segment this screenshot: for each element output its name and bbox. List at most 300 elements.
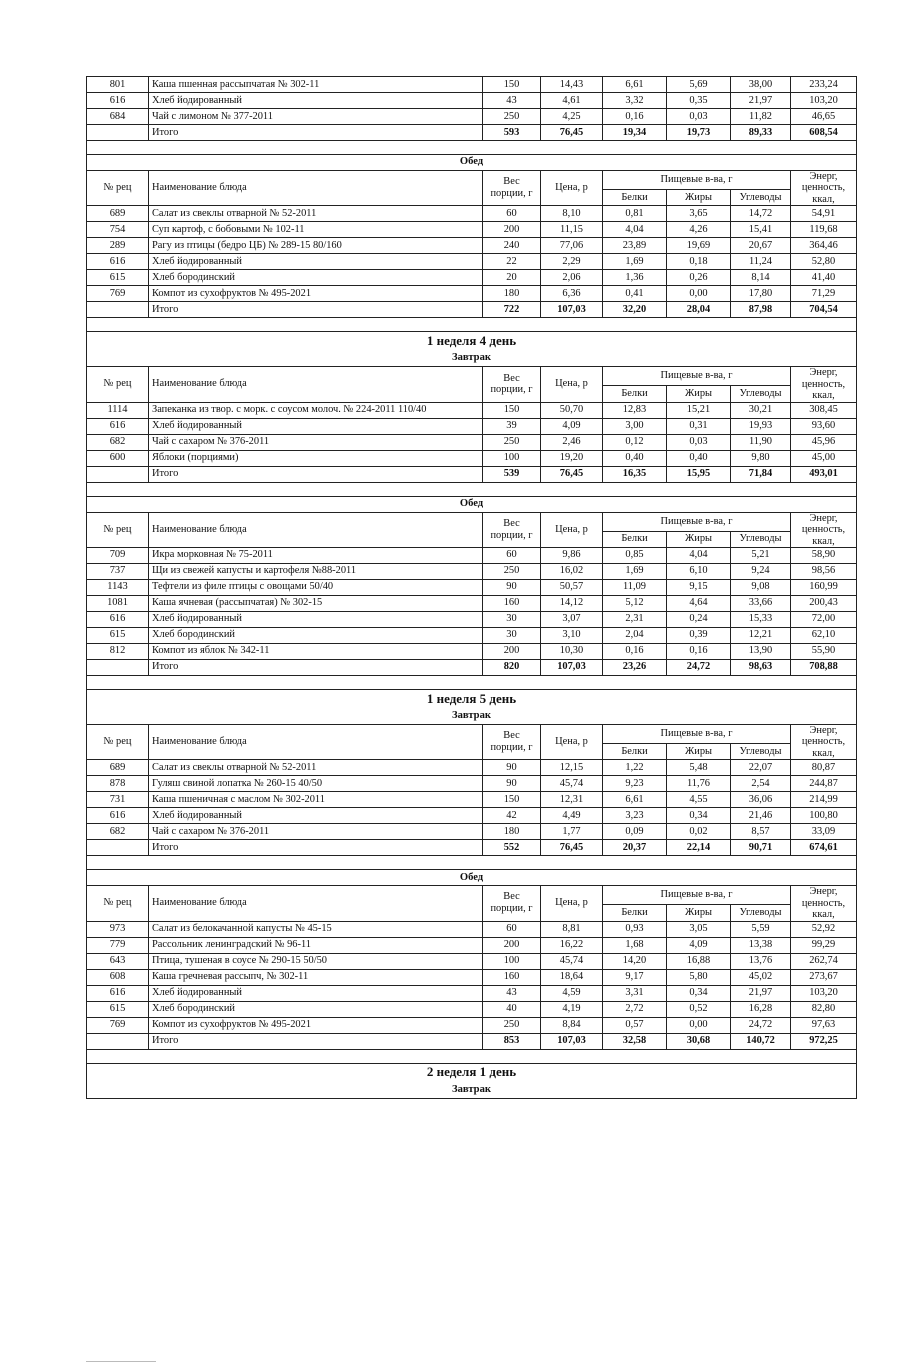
dish-row [87,595,857,611]
dish-name: Салат из свеклы отварной № 52-2011 [149,760,483,776]
dish-name: Тефтели из филе птицы с овощами 50/40 [149,579,483,595]
spacer-cell [87,856,857,870]
dish-price: 12,31 [541,792,603,808]
dish-proteins: 0,93 [603,921,667,937]
dish-row [87,418,857,434]
dish-fats: 0,18 [667,254,731,270]
dish-carbs: 8,14 [731,270,791,286]
dish-price: 4,09 [541,418,603,434]
dish-carbs: 30,21 [731,402,791,418]
table-header-row [87,512,857,531]
total-fats: 19,73 [667,125,731,141]
week-day-title: 1 неделя 5 день [87,689,857,708]
total-fats: 24,72 [667,659,731,675]
header-weight [483,171,541,206]
dish-rec-number: 689 [87,760,149,776]
dish-energy: 98,56 [791,563,857,579]
header-energy-line1: Энерг, [809,512,838,524]
header-price: Цена, р [541,512,603,547]
total-carbs: 71,84 [731,466,791,482]
dish-rec-number: 737 [87,563,149,579]
total-label: Итого [149,302,483,318]
dish-name: Хлеб бородинский [149,627,483,643]
dish-name: Каша ячневая (рассыпчатая) № 302-15 [149,595,483,611]
dish-price: 45,74 [541,953,603,969]
dish-energy: 46,65 [791,109,857,125]
dish-weight: 100 [483,953,541,969]
total-row [87,302,857,318]
dish-row [87,643,857,659]
dish-fats: 4,64 [667,595,731,611]
table-header-row [87,171,857,190]
total-rec-empty [87,659,149,675]
dish-weight: 90 [483,579,541,595]
dish-name: Хлеб йодированный [149,611,483,627]
header-weight-line2: порции, г [490,384,533,396]
total-weight: 593 [483,125,541,141]
dish-rec-number: 684 [87,109,149,125]
dish-weight: 160 [483,969,541,985]
dish-name: Компот из яблок № 342-11 [149,643,483,659]
dish-energy: 214,99 [791,792,857,808]
dish-energy: 93,60 [791,418,857,434]
header-weight-line2: порции, г [490,188,533,200]
header-fats: Жиры [667,190,731,206]
meal-title: Завтрак [87,1082,857,1098]
total-carbs: 87,98 [731,302,791,318]
dish-price: 4,59 [541,985,603,1001]
menu-table [86,76,857,1099]
spacer-row [87,856,857,870]
dish-proteins: 1,22 [603,760,667,776]
header-fats: Жиры [667,744,731,760]
dish-price: 50,57 [541,579,603,595]
dish-row [87,937,857,953]
dish-carbs: 36,06 [731,792,791,808]
total-price: 76,45 [541,466,603,482]
dish-row [87,921,857,937]
table-header-row [87,724,857,743]
dish-name: Птица, тушеная в соусе № 290-15 50/50 [149,953,483,969]
dish-energy: 45,96 [791,434,857,450]
dish-price: 6,36 [541,286,603,302]
dish-name: Хлеб йодированный [149,93,483,109]
dish-carbs: 13,38 [731,937,791,953]
header-carbs: Углеводы [731,386,791,402]
dish-weight: 40 [483,1001,541,1017]
dish-weight: 180 [483,286,541,302]
total-carbs: 90,71 [731,840,791,856]
dish-row [87,579,857,595]
dish-row [87,627,857,643]
dish-fats: 16,88 [667,953,731,969]
dish-row [87,450,857,466]
total-label: Итого [149,1033,483,1049]
dish-row [87,1017,857,1033]
dish-price: 12,15 [541,760,603,776]
dish-name: Суп картоф, с бобовыми № 102-11 [149,222,483,238]
dish-energy: 52,80 [791,254,857,270]
dish-name: Щи из свежей капусты и картофеля №88-2011 [149,563,483,579]
dish-proteins: 0,81 [603,206,667,222]
header-rec-number: № рец [87,171,149,206]
dish-energy: 62,10 [791,627,857,643]
dish-fats: 15,21 [667,402,731,418]
dish-name: Компот из сухофруктов № 495-2021 [149,1017,483,1033]
dish-name: Каша пшенная рассыпчатая № 302-11 [149,77,483,93]
dish-price: 11,15 [541,222,603,238]
total-proteins: 32,20 [603,302,667,318]
header-nutrients: Пищевые в-ва, г [603,512,791,531]
dish-fats: 11,76 [667,776,731,792]
dish-energy: 364,46 [791,238,857,254]
dish-name: Чай с сахаром № 376-2011 [149,824,483,840]
dish-fats: 0,26 [667,270,731,286]
dish-weight: 250 [483,434,541,450]
dish-fats: 5,69 [667,77,731,93]
header-energy [791,367,857,402]
dish-fats: 3,05 [667,921,731,937]
dish-carbs: 38,00 [731,77,791,93]
dish-name: Запеканка из твор. с морк. с соусом молоч. № 224-2011 110/40 [149,402,483,418]
dish-carbs: 14,72 [731,206,791,222]
dish-fats: 0,52 [667,1001,731,1017]
meal-title: Обед [87,870,857,886]
dish-row [87,77,857,93]
dish-carbs: 19,93 [731,418,791,434]
dish-fats: 4,55 [667,792,731,808]
total-weight: 820 [483,659,541,675]
total-fats: 30,68 [667,1033,731,1049]
dish-carbs: 12,21 [731,627,791,643]
week-day-row [87,1063,857,1082]
dish-energy: 45,00 [791,450,857,466]
dish-row [87,402,857,418]
dish-energy: 82,80 [791,1001,857,1017]
dish-price: 3,07 [541,611,603,627]
dish-weight: 90 [483,776,541,792]
dish-energy: 200,43 [791,595,857,611]
dish-price: 16,02 [541,563,603,579]
header-energy-line1: Энерг, [809,724,838,736]
dish-energy: 273,67 [791,969,857,985]
dish-fats: 0,03 [667,109,731,125]
dish-carbs: 9,80 [731,450,791,466]
dish-weight: 150 [483,77,541,93]
total-price: 76,45 [541,125,603,141]
dish-energy: 244,87 [791,776,857,792]
dish-fats: 0,40 [667,450,731,466]
dish-rec-number: 973 [87,921,149,937]
dish-energy: 54,91 [791,206,857,222]
table-header-row [87,886,857,905]
total-label: Итого [149,466,483,482]
table-header-row [87,367,857,386]
header-energy [791,171,857,206]
dish-fats: 0,39 [667,627,731,643]
total-row [87,659,857,675]
total-rec-empty [87,840,149,856]
dish-energy: 103,20 [791,93,857,109]
dish-carbs: 16,28 [731,1001,791,1017]
dish-row [87,953,857,969]
dish-fats: 0,35 [667,93,731,109]
dish-row [87,563,857,579]
meal-title: Завтрак [87,351,857,367]
header-energy-line3: ккал, [812,909,835,921]
dish-proteins: 1,68 [603,937,667,953]
dish-weight: 30 [483,611,541,627]
dish-fats: 0,03 [667,434,731,450]
dish-name: Хлеб бородинский [149,270,483,286]
dish-energy: 119,68 [791,222,857,238]
dish-price: 16,22 [541,937,603,953]
dish-name: Чай с сахаром № 376-2011 [149,434,483,450]
header-dish-name: Наименование блюда [149,886,483,921]
header-proteins: Белки [603,744,667,760]
dish-rec-number: 616 [87,254,149,270]
dish-row [87,1001,857,1017]
header-energy-line2: ценность, [801,897,846,909]
dish-energy: 233,24 [791,77,857,93]
dish-price: 50,70 [541,402,603,418]
header-rec-number: № рец [87,512,149,547]
dish-price: 45,74 [541,776,603,792]
dish-price: 1,77 [541,824,603,840]
spacer-cell [87,141,857,155]
header-nutrients: Пищевые в-ва, г [603,724,791,743]
spacer-cell [87,675,857,689]
header-dish-name: Наименование блюда [149,171,483,206]
dish-price: 8,84 [541,1017,603,1033]
dish-fats: 5,80 [667,969,731,985]
total-weight: 552 [483,840,541,856]
dish-proteins: 3,00 [603,418,667,434]
dish-price: 8,10 [541,206,603,222]
header-energy-line3: ккал, [812,193,835,205]
dish-rec-number: 689 [87,206,149,222]
dish-fats: 0,00 [667,1017,731,1033]
dish-fats: 4,04 [667,547,731,563]
total-proteins: 19,34 [603,125,667,141]
dish-name: Хлеб бородинский [149,1001,483,1017]
dish-proteins: 3,31 [603,985,667,1001]
total-carbs: 89,33 [731,125,791,141]
dish-name: Хлеб йодированный [149,254,483,270]
header-energy-line3: ккал, [812,535,835,547]
dish-proteins: 11,09 [603,579,667,595]
dish-row [87,808,857,824]
dish-fats: 0,02 [667,824,731,840]
header-price: Цена, р [541,886,603,921]
total-proteins: 32,58 [603,1033,667,1049]
total-label: Итого [149,659,483,675]
total-proteins: 16,35 [603,466,667,482]
dish-rec-number: 801 [87,77,149,93]
dish-carbs: 11,82 [731,109,791,125]
header-fats: Жиры [667,905,731,921]
dish-energy: 97,63 [791,1017,857,1033]
dish-carbs: 24,72 [731,1017,791,1033]
dish-price: 19,20 [541,450,603,466]
dish-energy: 160,99 [791,579,857,595]
total-price: 107,03 [541,1033,603,1049]
dish-row [87,969,857,985]
dish-proteins: 6,61 [603,792,667,808]
dish-weight: 60 [483,547,541,563]
dish-proteins: 2,72 [603,1001,667,1017]
dish-rec-number: 812 [87,643,149,659]
dish-carbs: 9,08 [731,579,791,595]
spacer-cell [87,318,857,332]
total-energy: 972,25 [791,1033,857,1049]
header-dish-name: Наименование блюда [149,367,483,402]
header-carbs: Углеводы [731,190,791,206]
dish-energy: 72,00 [791,611,857,627]
header-nutrients: Пищевые в-ва, г [603,171,791,190]
total-energy: 608,54 [791,125,857,141]
dish-weight: 250 [483,563,541,579]
dish-energy: 33,09 [791,824,857,840]
spacer-row [87,318,857,332]
header-price: Цена, р [541,724,603,759]
dish-price: 9,86 [541,547,603,563]
dish-name: Компот из сухофруктов № 495-2021 [149,286,483,302]
dish-name: Каша гречневая рассыпч, № 302-11 [149,969,483,985]
dish-fats: 9,15 [667,579,731,595]
dish-weight: 60 [483,921,541,937]
dish-carbs: 13,90 [731,643,791,659]
dish-proteins: 0,40 [603,450,667,466]
dish-row [87,254,857,270]
header-dish-name: Наименование блюда [149,724,483,759]
dish-proteins: 0,16 [603,643,667,659]
header-nutrients: Пищевые в-ва, г [603,886,791,905]
dish-carbs: 9,24 [731,563,791,579]
dish-weight: 90 [483,760,541,776]
dish-weight: 42 [483,808,541,824]
total-row [87,1033,857,1049]
meal-section-row [87,351,857,367]
dish-energy: 262,74 [791,953,857,969]
dish-proteins: 9,17 [603,969,667,985]
header-weight-line2: порции, г [490,742,533,754]
dish-price: 18,64 [541,969,603,985]
header-energy-line2: ценность, [801,736,846,748]
dish-weight: 200 [483,937,541,953]
dish-energy: 55,90 [791,643,857,659]
header-weight [483,512,541,547]
total-proteins: 20,37 [603,840,667,856]
total-carbs: 98,63 [731,659,791,675]
dish-name: Гуляш свиной лопатка № 260-15 40/50 [149,776,483,792]
dish-rec-number: 682 [87,824,149,840]
dish-row [87,547,857,563]
spacer-cell [87,1049,857,1063]
dish-price: 3,10 [541,627,603,643]
dish-fats: 4,09 [667,937,731,953]
dish-row [87,270,857,286]
header-price: Цена, р [541,171,603,206]
meal-section-row [87,708,857,724]
header-weight-line1: Вес [503,891,520,903]
dish-energy: 99,29 [791,937,857,953]
header-energy [791,886,857,921]
header-energy-line1: Энерг, [809,886,838,898]
dish-row [87,238,857,254]
dish-carbs: 17,80 [731,286,791,302]
dish-rec-number: 779 [87,937,149,953]
header-energy-line2: ценность, [801,524,846,536]
dish-carbs: 15,41 [731,222,791,238]
dish-energy: 103,20 [791,985,857,1001]
dish-rec-number: 608 [87,969,149,985]
week-day-title: 2 неделя 1 день [87,1063,857,1082]
header-energy-line1: Энерг, [809,367,838,379]
dish-proteins: 4,04 [603,222,667,238]
dish-price: 4,25 [541,109,603,125]
meal-title: Обед [87,155,857,171]
dish-proteins: 6,61 [603,77,667,93]
total-rec-empty [87,125,149,141]
dish-carbs: 33,66 [731,595,791,611]
spacer-row [87,141,857,155]
total-fats: 22,14 [667,840,731,856]
dish-proteins: 0,12 [603,434,667,450]
dish-name: Салат из белокачанной капусты № 45-15 [149,921,483,937]
header-carbs: Углеводы [731,744,791,760]
header-weight-line2: порции, г [490,529,533,541]
dish-rec-number: 731 [87,792,149,808]
header-energy-line3: ккал, [812,747,835,759]
dish-proteins: 1,69 [603,254,667,270]
dish-carbs: 2,54 [731,776,791,792]
header-weight [483,886,541,921]
dish-fats: 0,34 [667,985,731,1001]
header-fats: Жиры [667,386,731,402]
header-dish-name: Наименование блюда [149,512,483,547]
header-energy-line2: ценность, [801,182,846,194]
dish-fats: 0,24 [667,611,731,627]
dish-energy: 71,29 [791,286,857,302]
dish-row [87,206,857,222]
dish-row [87,792,857,808]
dish-weight: 22 [483,254,541,270]
dish-proteins: 0,16 [603,109,667,125]
header-carbs: Углеводы [731,531,791,547]
dish-energy: 58,90 [791,547,857,563]
dish-name: Салат из свеклы отварной № 52-2011 [149,206,483,222]
dish-rec-number: 1081 [87,595,149,611]
dish-weight: 150 [483,402,541,418]
dish-carbs: 22,07 [731,760,791,776]
dish-energy: 100,80 [791,808,857,824]
dish-rec-number: 769 [87,286,149,302]
dish-rec-number: 1114 [87,402,149,418]
dish-proteins: 0,57 [603,1017,667,1033]
dish-row [87,222,857,238]
header-carbs: Углеводы [731,905,791,921]
total-energy: 493,01 [791,466,857,482]
dish-carbs: 11,24 [731,254,791,270]
dish-proteins: 1,36 [603,270,667,286]
dish-price: 2,29 [541,254,603,270]
total-price: 107,03 [541,659,603,675]
header-proteins: Белки [603,386,667,402]
dish-weight: 20 [483,270,541,286]
total-weight: 722 [483,302,541,318]
header-fats: Жиры [667,531,731,547]
